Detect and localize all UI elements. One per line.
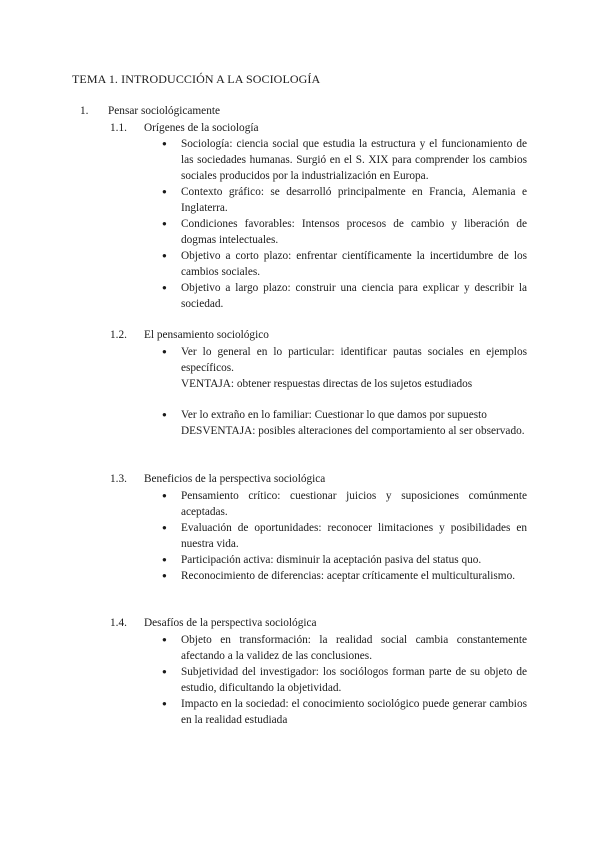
list-item: ● Contexto gráfico: se desarrolló principalmente en Francia, Alemania e Inglaterra.	[160, 184, 527, 216]
subsection-label: El pensamiento sociológico	[144, 329, 269, 341]
list-item: ● Pensamiento crítico: cuestionar juicios y suposiciones comúnmente aceptadas.	[160, 488, 527, 520]
subsection-label: Orígenes de la sociología	[144, 122, 259, 134]
subsection-1-1-heading	[110, 120, 259, 136]
advantage-note: VENTAJA: obtener respuestas directas de los sujetos estudiados	[181, 378, 473, 390]
disadvantage-note: DESVENTAJA: posibles alteraciones del comportamiento al ser observado.	[181, 425, 525, 437]
list-item: ● Evaluación de oportunidades: reconocer limitaciones y posibilidades en nuestra vida.	[160, 520, 527, 552]
subsection-number: 1.3.	[110, 473, 127, 485]
subsection-number: 1.2.	[110, 329, 127, 341]
list-item: ● Objetivo a largo plazo: construir una ciencia para explicar y describir la sociedad.	[160, 280, 527, 312]
subsection-number: 1.4.	[110, 617, 127, 629]
subsection-1-4-heading	[110, 615, 317, 631]
subsection-label: Beneficios de la perspectiva sociológica	[144, 473, 326, 485]
list-item: ● Ver lo general en lo particular: identificar pautas sociales en ejemplos específicos.	[160, 344, 527, 376]
subsection-1-3-list	[160, 488, 527, 584]
section-label: Pensar sociológicamente	[108, 105, 220, 117]
section-1-heading	[80, 103, 220, 119]
list-item: ● Ver lo extraño en lo familiar: Cuestionar lo que damos por supuesto	[160, 407, 527, 423]
list-item: ● Sociología: ciencia social que estudia la estructura y el funcionamiento de las sociedades humanas. Surgió en el S. XIX para comprender los cambios sociales producidos por la industrialización en Europa.	[160, 136, 527, 184]
subsection-1-1-list	[160, 136, 527, 312]
subsection-number: 1.1.	[110, 122, 127, 134]
list-item: ● Subjetividad del investigador: los sociólogos forman parte de su objeto de estudio, dificultando la objetividad.	[160, 664, 527, 696]
list-item: ● Condiciones favorables: Intensos procesos de cambio y liberación de dogmas intelectuales.	[160, 216, 527, 248]
list-item: ● Impacto en la sociedad: el conocimiento sociológico puede generar cambios en la realidad estudiada	[160, 696, 527, 728]
subsection-1-2-list	[160, 344, 527, 439]
subsection-1-2-heading	[110, 327, 269, 343]
section-number: 1.	[80, 105, 89, 117]
subsection-1-3-heading	[110, 471, 325, 487]
subsection-label: Desafíos de la perspectiva sociológica	[144, 617, 317, 629]
list-item: ● Objeto en transformación: la realidad social cambia constantemente afectando a la validez de las conclusiones.	[160, 632, 527, 664]
list-item: ● Objetivo a corto plazo: enfrentar científicamente la incertidumbre de los cambios sociales.	[160, 248, 527, 280]
document-title: TEMA 1. INTRODUCCIÓN A LA SOCIOLOGÍA	[72, 72, 321, 86]
list-item: ● Reconocimiento de diferencias: aceptar críticamente el multiculturalismo.	[160, 568, 527, 584]
list-item: ● Participación activa: disminuir la aceptación pasiva del status quo.	[160, 552, 527, 568]
subsection-1-4-list	[160, 632, 527, 728]
